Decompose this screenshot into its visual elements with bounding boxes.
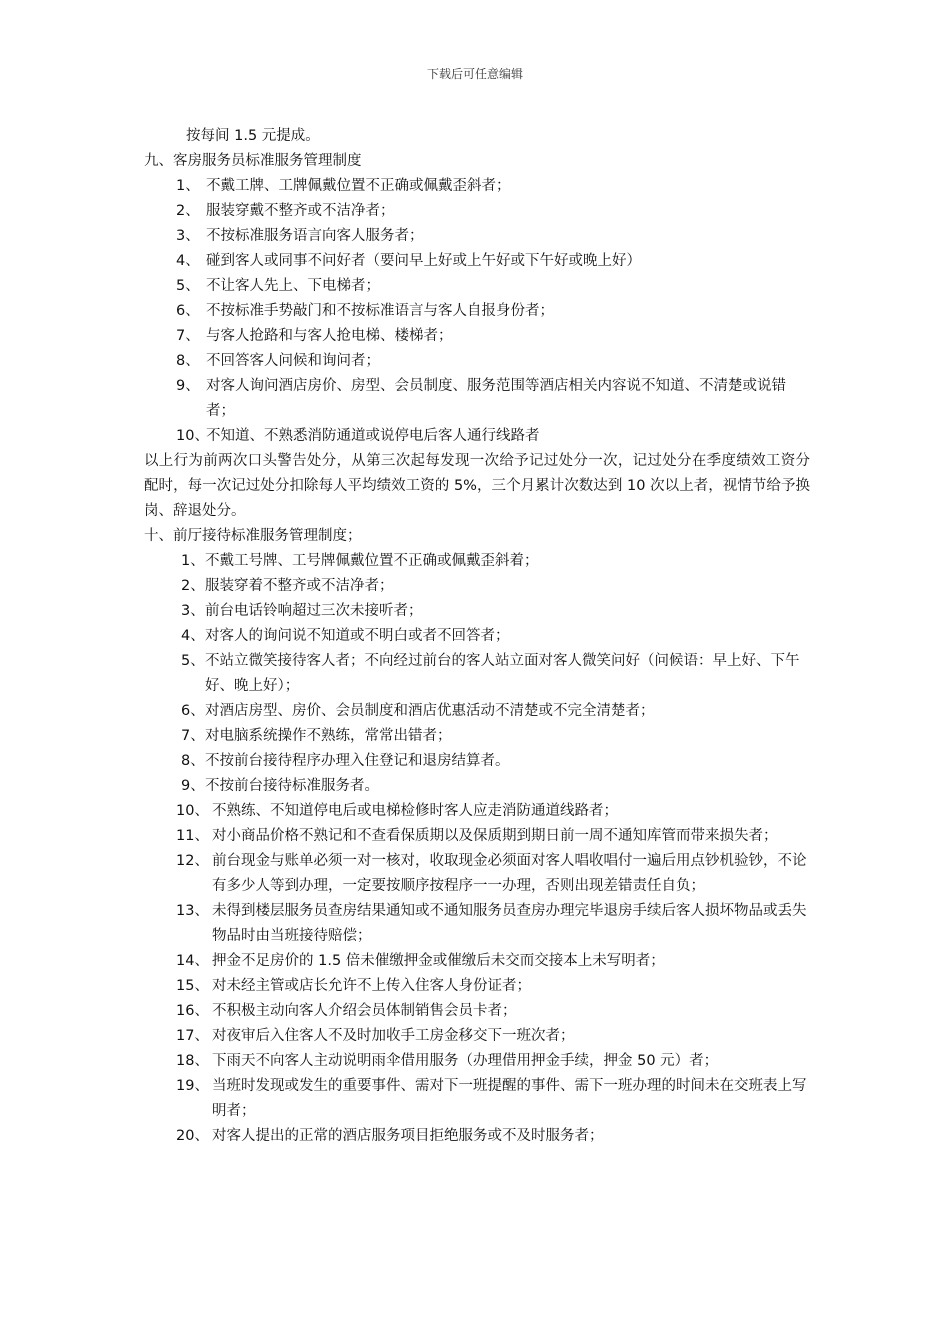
list-item-text: 对未经主管或店长允许不上传入住客人身份证者； xyxy=(212,978,531,994)
list-item-text: 对电脑系统操作不熟练，常常出错者； xyxy=(205,728,452,744)
list-item xyxy=(144,274,810,299)
list-item xyxy=(144,549,810,574)
list-item-text: 不按标准服务语言向客人服务者； xyxy=(206,228,424,244)
list-item xyxy=(144,199,810,224)
list-item xyxy=(144,849,810,899)
list-item-number: 4、 xyxy=(176,253,200,269)
list-item-number: 15、 xyxy=(176,978,209,994)
list-item xyxy=(144,299,810,324)
list-item-number: 10、 xyxy=(176,428,209,444)
list-item-number: 3、 xyxy=(176,228,200,244)
list-item-text: 不按标准手势敲门和不按标准语言与客人自报身份者； xyxy=(206,303,554,319)
list-item-text: 不按前台接待程序办理入住登记和退房结算者。 xyxy=(205,753,510,769)
list-item-text: 对客人的询问说不知道或不明白或者不回答者； xyxy=(205,628,510,644)
list-item-number: 17、 xyxy=(176,1028,209,1044)
list-item-number: 9、 xyxy=(181,778,205,794)
list-item-number: 5、 xyxy=(181,653,205,669)
list-item-number: 6、 xyxy=(176,303,200,319)
list-item-number: 16、 xyxy=(176,1003,209,1019)
intro-line: 按每间 1.5 元提成。 xyxy=(186,128,320,144)
list-item-text: 未得到楼层服务员查房结果通知或不通知服务员查房办理完毕退房手续后客人损坏物品或丢失物品时由当班接待赔偿； xyxy=(212,903,807,944)
list-item xyxy=(144,949,810,974)
list-item-number: 1、 xyxy=(181,553,205,569)
list-item-number: 3、 xyxy=(181,603,205,619)
list-item-number: 2、 xyxy=(176,203,200,219)
list-item-text: 与客人抢路和与客人抢电梯、楼梯者； xyxy=(206,328,453,344)
list-item-number: 11、 xyxy=(176,828,209,844)
list-item-text: 不回答客人问候和询问者； xyxy=(206,353,380,369)
list-item xyxy=(144,1024,810,1049)
document-body xyxy=(144,124,810,1149)
list-item-text: 不熟练、不知道停电后或电梯检修时客人应走消防通道线路者； xyxy=(212,803,618,819)
list-item-text: 对客人询问酒店房价、房型、会员制度、服务范围等酒店相关内容说不知道、不清楚或说错者； xyxy=(206,378,786,419)
list-item-text: 不戴工牌、工牌佩戴位置不正确或佩戴歪斜者； xyxy=(206,178,511,194)
page-header: 下载后可任意编辑 xyxy=(426,67,523,81)
section-9-list xyxy=(144,174,810,449)
list-item xyxy=(144,699,810,724)
list-item-text: 对客人提出的正常的酒店服务项目拒绝服务或不及时服务者； xyxy=(212,1128,604,1144)
list-item-text: 押金不足房价的 1.5 倍未催缴押金或催缴后未交而交接本上未写明者； xyxy=(212,953,665,969)
list-item xyxy=(144,624,810,649)
list-item-number: 13、 xyxy=(176,903,209,919)
list-item xyxy=(144,424,810,449)
list-item xyxy=(144,599,810,624)
list-item-number: 10、 xyxy=(176,803,209,819)
list-item xyxy=(144,174,810,199)
list-item xyxy=(144,724,810,749)
list-item-number: 19、 xyxy=(176,1078,209,1094)
section-9-penalty: 以上行为前两次口头警告处分，从第三次起每发现一次给予记过处分一次，记过处分在季度绩效工资分配时，每一次记过处分扣除每人平均绩效工资的 5%，三个月累计次数达到 10 次以上者，视情节给予换岗、辞退处分。 xyxy=(144,453,810,519)
list-item xyxy=(144,899,810,949)
list-item xyxy=(144,999,810,1024)
list-item xyxy=(144,249,810,274)
section-10-list xyxy=(144,549,810,1149)
list-item xyxy=(144,574,810,599)
list-item-text: 碰到客人或同事不问好者（要问早上好或上午好或下午好或晚上好） xyxy=(206,253,641,269)
list-item xyxy=(144,224,810,249)
list-item-text: 对夜审后入住客人不及时加收手工房金移交下一班次者； xyxy=(212,1028,575,1044)
list-item-text: 不知道、不熟悉消防通道或说停电后客人通行线路者 xyxy=(206,428,540,444)
list-item-text: 下雨天不向客人主动说明雨伞借用服务（办理借用押金手续，押金 50 元）者； xyxy=(212,1053,719,1069)
section-10-title: 十、前厅接待标准服务管理制度； xyxy=(144,528,362,544)
list-item-text: 不积极主动向客人介绍会员体制销售会员卡者； xyxy=(212,1003,517,1019)
list-item xyxy=(144,374,810,424)
section-9-title: 九、客房服务员标准服务管理制度 xyxy=(144,153,362,169)
list-item-number: 5、 xyxy=(176,278,200,294)
list-item xyxy=(144,349,810,374)
list-item-text: 不按前台接待标准服务者。 xyxy=(205,778,379,794)
list-item-number: 8、 xyxy=(181,753,205,769)
list-item-number: 7、 xyxy=(176,328,200,344)
list-item-number: 8、 xyxy=(176,353,200,369)
list-item-number: 2、 xyxy=(181,578,205,594)
list-item-text: 对小商品价格不熟记和不查看保质期以及保质期到期日前一周不通知库管而带来损失者； xyxy=(212,828,778,844)
list-item-text: 当班时发现或发生的重要事件、需对下一班提醒的事件、需下一班办理的时间未在交班表上写明者； xyxy=(212,1078,807,1119)
list-item-text: 前台电话铃响超过三次未接听者； xyxy=(205,603,423,619)
list-item xyxy=(144,824,810,849)
list-item-text: 不站立微笑接待客人者；不向经过前台的客人站立面对客人微笑问好（问候语：早上好、下午好、晚上好）； xyxy=(205,653,800,694)
list-item xyxy=(144,1124,810,1149)
list-item-number: 1、 xyxy=(176,178,200,194)
list-item xyxy=(144,799,810,824)
list-item-text: 服装穿戴不整齐或不洁净者； xyxy=(206,203,395,219)
list-item-number: 18、 xyxy=(176,1053,209,1069)
list-item-number: 7、 xyxy=(181,728,205,744)
list-item xyxy=(144,749,810,774)
list-item xyxy=(144,324,810,349)
list-item-text: 不戴工号牌、工号牌佩戴位置不正确或佩戴歪斜着； xyxy=(205,553,539,569)
list-item-number: 9、 xyxy=(176,378,200,394)
list-item-number: 4、 xyxy=(181,628,205,644)
list-item xyxy=(144,1049,810,1074)
list-item xyxy=(144,1074,810,1124)
list-item xyxy=(144,649,810,699)
list-item-number: 6、 xyxy=(181,703,205,719)
list-item xyxy=(144,774,810,799)
list-item-text: 对酒店房型、房价、会员制度和酒店优惠活动不清楚或不完全清楚者； xyxy=(205,703,655,719)
list-item-number: 20、 xyxy=(176,1128,209,1144)
list-item-text: 服装穿着不整齐或不洁净者； xyxy=(205,578,394,594)
list-item xyxy=(144,974,810,999)
list-item-number: 14、 xyxy=(176,953,209,969)
list-item-text: 不让客人先上、下电梯者； xyxy=(206,278,380,294)
list-item-text: 前台现金与账单必须一对一核对，收取现金必须面对客人唱收唱付一遍后用点钞机验钞，不论有多少人等到办理，一定要按顺序按程序一一办理，否则出现差错责任自负； xyxy=(212,853,807,894)
list-item-number: 12、 xyxy=(176,853,209,869)
